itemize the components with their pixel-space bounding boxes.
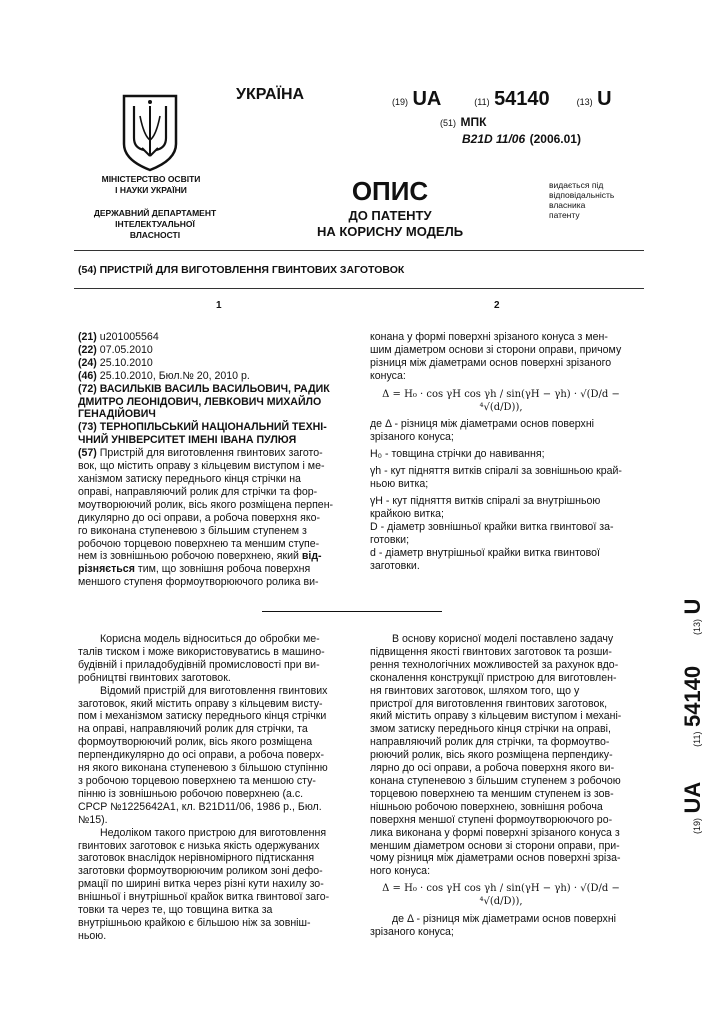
doc-subtitle xyxy=(290,208,490,240)
mpk-label: МПК xyxy=(460,115,487,129)
biblio-row xyxy=(78,331,342,344)
definition-line: готовки; xyxy=(370,533,410,546)
department-name xyxy=(80,208,230,241)
text-line: внутрішньою крайкою є більшою ніж за зовніш- xyxy=(78,916,311,929)
claim-tag: (57) xyxy=(78,447,97,460)
patent-number: 54140 xyxy=(494,88,550,110)
claim-line: нем із зовнішньою робочою поверхнею, який xyxy=(78,550,299,563)
text-line: №15). xyxy=(78,813,108,826)
paragraph xyxy=(78,685,344,827)
department-line: ВЛАСНОСТІ xyxy=(129,230,181,240)
definition-line: зрізаного конуса; xyxy=(370,431,454,444)
definition-line: γh - кут підняття витків спіралі за зовнішньою край- xyxy=(370,465,622,478)
claim-line: робочою торцевою поверхнею та меншим ступе- xyxy=(78,537,320,550)
text-line: торцевою поверхнею та меншим ступенем із зов- xyxy=(370,787,614,800)
paragraph xyxy=(78,633,344,685)
text-line: СРСР №1225642А1, кл. В21D11/06, 1986 р., Бюл. xyxy=(78,800,322,813)
inventors-line: ВАСИЛЬКІВ ВАСИЛЬ ВАСИЛЬОВИЧ, РАДИК xyxy=(99,382,330,395)
side-patent-number: 54140 xyxy=(680,665,705,728)
owner-line: ЧНИЙ УНІВЕРСИТЕТ ІМЕНІ ІВАНА ПУЛЮЯ xyxy=(78,434,297,447)
text-line: рення технологічних можливостей за рахунок вдо- xyxy=(370,658,619,671)
text-line: ньою. xyxy=(78,929,107,942)
side-patent-label xyxy=(680,599,706,834)
delta-formula: Δ = H₀ · cos γH cos γh / sin(γH − γh) · √(D/d − ⁴√(d/D)), xyxy=(382,883,620,908)
biblio-row xyxy=(78,370,342,383)
definition-line: d - діаметр внутрішньої крайки витка гвинтової xyxy=(370,546,600,559)
mpk-tag: (51) xyxy=(440,118,457,128)
text-line: талів тиском і може використовуватись в машино- xyxy=(78,645,325,658)
definition-line: крайкою витка; xyxy=(370,507,444,520)
claim-line: моутворюючий ролик, вісь якого розміщена перпен- xyxy=(78,498,334,511)
mpk-class: B21D 11/06 xyxy=(462,132,526,146)
text-line: нішньою робочою поверхнею, зовнішня робоча xyxy=(370,800,603,813)
description-left xyxy=(78,633,344,943)
text-line: підвищення якості гвинтових заготовок та розши- xyxy=(370,645,612,658)
country-name: УКРАЇНА xyxy=(236,86,305,103)
biblio-tag: (46) xyxy=(78,369,97,382)
ministry-line: МІНІСТЕРСТВО ОСВІТИ xyxy=(101,174,201,184)
code11-tag: (11) xyxy=(474,97,490,107)
text-line: чому різниця між діаметрами основ поверхні зріза- xyxy=(370,852,621,865)
text-line: В основу корисної моделі поставлено задачу xyxy=(392,633,614,645)
kind-code: U xyxy=(597,88,612,110)
claim-line: конуса: xyxy=(370,369,406,382)
biblio-value: 25.10.2010, Бюл.№ 20, 2010 р. xyxy=(99,369,250,382)
patent-code-row xyxy=(392,88,612,111)
text-line: Корисна модель відноситься до обробки ме- xyxy=(100,633,320,645)
text-line: ного конуса: xyxy=(370,865,431,878)
country-code: UA xyxy=(412,88,442,110)
text-line: заготовки формоутворюючим роликом зоні дефо- xyxy=(78,865,323,878)
section-divider xyxy=(262,611,442,612)
ministry-line: І НАУКИ УКРАЇНИ xyxy=(115,185,187,195)
delta-formula: Δ = H₀ · cos γH cos γh / sin(γH − γh) · √(D/d − ⁴√(d/D)), xyxy=(382,388,620,413)
issued-note-line: власника xyxy=(549,200,586,210)
biblio-tag: (24) xyxy=(78,356,97,369)
text-line: меншим діаметром основи зі сторони оправи, при- xyxy=(370,839,620,852)
department-line: ІНТЕЛЕКТУАЛЬНОЇ xyxy=(115,219,195,229)
issued-note-line: патенту xyxy=(549,210,580,220)
text-line: на оправі, направляючий ролик для стрічки, та xyxy=(78,723,308,736)
claim-emphasis: різняється xyxy=(78,563,135,576)
text-line: заготовок, який містить оправу з кільцевим висту- xyxy=(78,697,323,710)
trident-emblem xyxy=(120,92,180,172)
text-line: поверхня меншої ступені формоутворюючого ро- xyxy=(370,813,613,826)
claim-line: різниця між діаметрами основ поверхні зрізаного xyxy=(370,356,612,369)
biblio-tag: (21) xyxy=(78,331,97,343)
doc-subtitle-line: НА КОРИСНУ МОДЕЛЬ xyxy=(316,224,464,239)
claim-line: тим, що зовнішня робоча поверхня xyxy=(137,563,311,576)
claim-line: Пристрій для виготовлення гвинтових загото- xyxy=(99,447,323,460)
biblio-value: 07.05.2010 xyxy=(99,343,153,356)
text-line: заготовок внаслідок нерівномірного підтискання xyxy=(78,852,315,865)
mpk-year: (2006.01) xyxy=(529,132,581,146)
claim-line: оправі, направляючий ролик для стрічки та фор- xyxy=(78,485,318,498)
text-line: формоутворюючий ролик, вісь якого розміщена xyxy=(78,736,313,749)
text-line: пінню із зовнішньою робочою поверхнею (а.с. xyxy=(78,787,304,800)
claim-line: шим діаметром основи зі сторони оправи, причому xyxy=(370,343,622,356)
definition-line: зрізаного конуса; xyxy=(370,925,454,938)
column-number: 1 xyxy=(216,300,222,311)
biblio-row xyxy=(78,357,342,370)
issued-note-line: видається під xyxy=(549,180,604,190)
column-number: 2 xyxy=(494,300,500,311)
text-line: робництві гвинтових заготовок. xyxy=(78,671,231,684)
code19-tag: (19) xyxy=(392,97,409,107)
inventors xyxy=(78,383,342,422)
invention-title: (54) ПРИСТРІЙ ДЛЯ ВИГОТОВЛЕННЯ ГВИНТОВИХ ЗАГОТОВОК xyxy=(78,264,405,276)
text-line: гвинтових заготовок є низька якість одержуваних xyxy=(78,839,320,852)
text-line: рюючий ролик, вісь якого розміщена перпендику- xyxy=(370,749,613,762)
claim-emphasis: від- xyxy=(301,550,322,563)
title-divider xyxy=(74,288,644,289)
text-line: конана ступеневою з більшим ступенем з робочою xyxy=(370,774,621,787)
definition-line: H₀ - товщина стрічки до навивання; xyxy=(370,448,545,461)
claim-continuation xyxy=(370,331,632,572)
owner-line: ТЕРНОПІЛЬСЬКИЙ НАЦІОНАЛЬНИЙ ТЕХНІ- xyxy=(99,421,327,434)
text-line: товки та через те, що товщина витка за xyxy=(78,904,273,917)
text-line: сконалення конструкції пристрою для виготовлен- xyxy=(370,671,617,684)
text-line: лярно до осі оправи, а робоча поверхня якого ви- xyxy=(370,762,615,775)
text-line: пом і механізмом затиску переднього кінця стрічки xyxy=(78,710,327,723)
text-line: будівній і приладобудівній промисловості при ви- xyxy=(78,658,320,671)
paragraph xyxy=(78,827,344,943)
header-divider xyxy=(74,250,644,251)
inventors-tag: (72) xyxy=(78,382,97,395)
text-line: внішньої і внутрішньої крайок витка гвинтової заго- xyxy=(78,891,330,904)
owner-tag: (73) xyxy=(78,421,97,434)
biblio-row xyxy=(78,344,342,357)
definition-line: де Δ - різниця між діаметрами основ поверхні xyxy=(370,418,595,431)
side-country-code: UA xyxy=(680,781,705,814)
text-line: пристрої для виготовлення гвинтових заготовок, xyxy=(370,697,608,710)
claim-text xyxy=(78,447,342,589)
text-line: Відомий пристрій для виготовлення гвинтових xyxy=(100,684,328,697)
definition-line: γH - кут підняття витків спіралі за внутрішньою xyxy=(370,494,601,507)
text-line: перпендикулярно до осі оправи, а робоча поверх- xyxy=(78,749,325,762)
definition-line: де Δ - різниця між діаметрами основ поверхні xyxy=(392,913,617,926)
text-line: рмації по ширині витка через різні кути нахилу зо- xyxy=(78,878,324,891)
inventors-line: ДМИТРО ЛЕОНІДОВИЧ, ЛЕВКОВИЧ МИХАЙЛО xyxy=(78,395,322,408)
claim-line: вок, що містить оправу з кільцевим виступом і ме- xyxy=(78,460,325,473)
biblio-tag: (22) xyxy=(78,343,97,356)
claim-line: го виконана ступеневою з більшим ступенем з xyxy=(78,524,307,537)
side-tag: (19) xyxy=(692,817,702,834)
text-line: з робочою торцевою поверхнею та меншою сту- xyxy=(78,774,316,787)
claim-line: конана у формі поверхні зрізаного конуса з мен- xyxy=(370,331,608,343)
biblio-value: 25.10.2010 xyxy=(99,356,153,369)
text-line: ня гвинтових заготовок, шляхом того, що у xyxy=(370,684,580,697)
claim-line: меншого ступеня формоутворюючого ролика ви- xyxy=(78,576,319,589)
text-line: Недоліком такого пристрою для виготовлення xyxy=(100,826,327,839)
text-line: ня якого виконана ступеневою з більшою ступінню xyxy=(78,762,328,775)
claim-line: ханізмом затиску переднього кінця стрічки на xyxy=(78,472,301,485)
definition-line: ньою витка; xyxy=(370,478,429,491)
biblio-value: u201005564 xyxy=(99,331,159,343)
text-line: направляючий ролик для стрічки, та формоутво- xyxy=(370,736,610,749)
ministry-name xyxy=(86,174,216,196)
text-line: лика виконана у формі поверхні зрізаного конуса з xyxy=(370,826,620,839)
side-kind-code: U xyxy=(680,598,705,615)
claim-line: дикулярно до осі оправи, а робоча поверхня яко- xyxy=(78,511,320,524)
text-line: який містить оправу з кільцевим виступом і механі- xyxy=(370,710,622,723)
mpk-block xyxy=(440,114,581,147)
department-line: ДЕРЖАВНИЙ ДЕПАРТАМЕНТ xyxy=(93,208,217,218)
code13-tag: (13) xyxy=(576,97,593,107)
biblio-block xyxy=(78,331,342,589)
doc-subtitle-line: ДО ПАТЕНТУ xyxy=(348,208,432,223)
side-tag: (13) xyxy=(692,618,702,635)
issued-note xyxy=(549,180,614,220)
text-line: змом затиску переднього кінця стрічки на оправі, xyxy=(370,723,611,736)
description-right xyxy=(370,633,632,939)
doc-title: ОПИС xyxy=(351,176,429,206)
definition-line: D - діаметр зовнішньої крайки витка гвинтової за- xyxy=(370,520,614,533)
side-tag: (11) xyxy=(692,731,702,747)
patent-owner xyxy=(78,421,342,447)
definition-line: заготовки. xyxy=(370,559,420,572)
issued-note-line: відповідальність xyxy=(549,190,615,200)
inventors-line: ГЕНАДІЙОВИЧ xyxy=(78,408,156,421)
